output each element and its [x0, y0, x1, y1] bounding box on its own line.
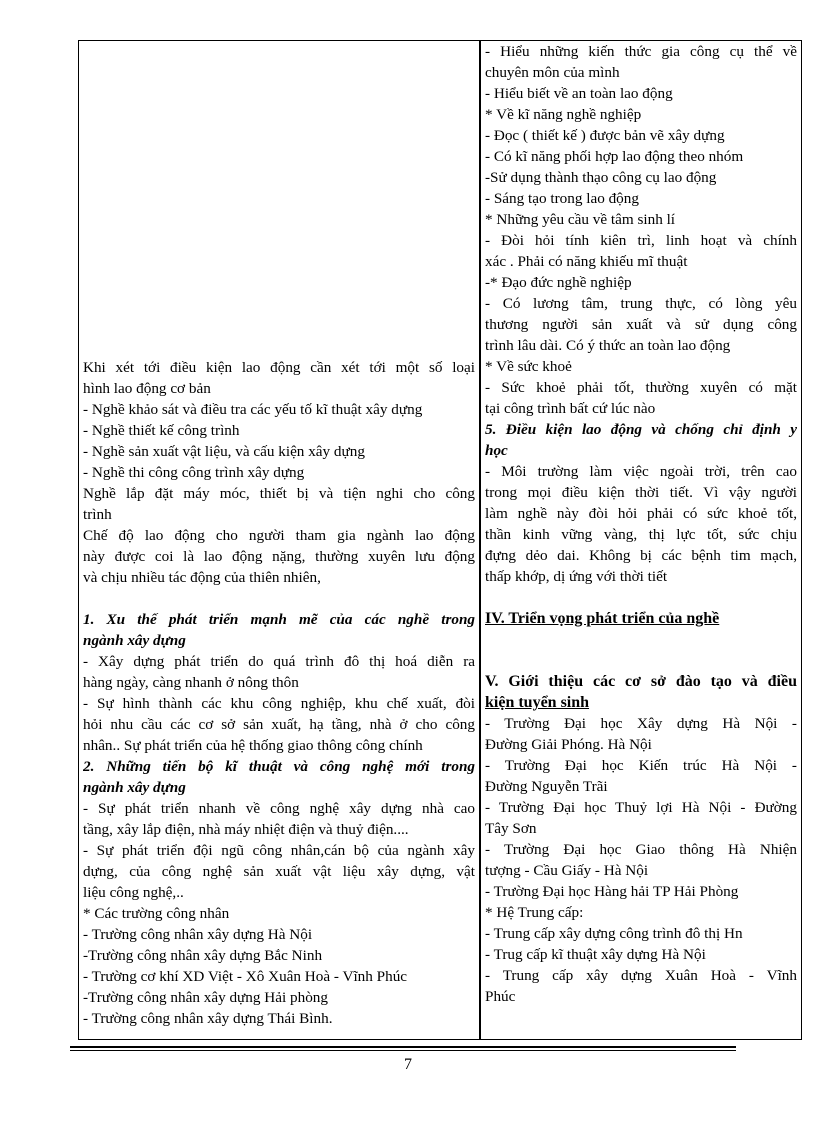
left-column	[83, 41, 475, 1029]
text-line: Khi xét tới điều kiện lao động cần xét tới một số loại	[83, 359, 475, 376]
text-line: xác . Phải có năng khiếu mĩ thuật	[485, 253, 688, 270]
text-line: -Trường công nhân xây dựng Hải phòng	[83, 989, 328, 1006]
text-line: tượng - Cầu Giấy - Hà Nội	[485, 862, 649, 879]
text-line: liệu công nghệ,..	[83, 884, 184, 901]
text-line: - Trường Đại học Hàng hải TP Hải Phòng	[485, 883, 739, 900]
text-line: trong mọi điều kiện thời tiết. Vì vậy người	[485, 484, 797, 501]
text-line: hàng ngày, càng nhanh ở nông thôn	[83, 674, 299, 691]
section-heading: học	[485, 442, 508, 459]
text-line: hình lao động cơ bản	[83, 380, 211, 397]
text-line: này được coi là lao động nặng, thường xuyên lưu động	[83, 548, 475, 565]
text-line: -* Đạo đức nghề nghiệp	[485, 274, 632, 291]
text-line: - Đọc ( thiết kế ) được bản vẽ xây dựng	[485, 127, 725, 144]
text-line: - Trường Đại học Thuỷ lợi Hà Nội - Đường	[485, 799, 797, 816]
right-column	[485, 41, 797, 1007]
text-line: - Trung cấp xây dựng Xuân Hoà - Vĩnh	[485, 967, 797, 984]
section-heading: kiện tuyển sinh	[485, 694, 590, 711]
section-heading: 1. Xu thế phát triển mạnh mẽ của các nghề trong	[83, 611, 475, 628]
text-line: - Môi trường làm việc ngoài trời, trên cao	[485, 463, 797, 480]
text-line: - Sáng tạo trong lao động	[485, 190, 639, 207]
text-line: - Sự phát triển đội ngũ công nhân,cán bộ của ngành xây	[83, 842, 475, 859]
page-number: 7	[404, 1056, 412, 1073]
text-line: trình lâu dài. Có ý thức an toàn lao động	[485, 337, 731, 354]
text-line: - Hiểu biết về an toàn lao động	[485, 85, 673, 102]
section-heading: V. Giới thiệu các cơ sở đào tạo và điều	[485, 673, 797, 690]
section-heading: 5. Điều kiện lao động và chống chỉ định y	[485, 421, 797, 438]
text-line: * Về kĩ năng nghề nghiệp	[485, 106, 642, 123]
content-table	[78, 40, 802, 1040]
footer-rule	[70, 1046, 736, 1048]
text-line: làm nghề này đòi hỏi phải có sức khoẻ tốt,	[485, 505, 797, 522]
text-line: thương người sản xuất và sử dụng công	[485, 316, 797, 333]
text-line: - Có kĩ năng phối hợp lao động theo nhóm	[485, 148, 744, 165]
text-line: - Trug cấp kĩ thuật xây dựng Hà Nội	[485, 946, 706, 963]
text-line: dựng, của công nghệ sản xuất vật liệu xây dựng, vật	[83, 863, 475, 880]
text-line: - Trường Đại học Giao thông Hà Nhiện	[485, 841, 797, 858]
section-heading: ngành xây dựng	[83, 632, 186, 649]
text-line: - Sức khoẻ phải tốt, thường xuyên có mặt	[485, 379, 797, 396]
text-line: tầng, xây lắp điện, nhà máy nhiệt điện và thuỷ điện....	[83, 821, 409, 838]
text-line: và chịu nhiều tác động của thiên nhiên,	[83, 569, 321, 586]
text-line: đựng dẻo dai. Không bị các bệnh tim mạch,	[485, 547, 797, 564]
text-line: - Trường công nhân xây dựng Thái Bình.	[83, 1010, 333, 1027]
text-line: - Trường Đại học Xây dựng Hà Nội -	[485, 715, 797, 732]
text-line: chuyên môn của mình	[485, 64, 620, 81]
text-line: * Về sức khoẻ	[485, 358, 572, 375]
text-line: - Nghề khảo sát và điều tra các yếu tố kĩ thuật xây dựng	[83, 401, 423, 418]
text-line: - Trường công nhân xây dựng Hà Nội	[83, 926, 313, 943]
column-divider	[479, 41, 481, 1039]
text-line: - Có lương tâm, trung thực, có lòng yêu	[485, 295, 797, 312]
text-line: * Hệ Trung cấp:	[485, 904, 584, 921]
text-line: -Sử dụng thành thạo công cụ lao động	[485, 169, 717, 186]
text-line: - Trường cơ khí XD Việt - Xô Xuân Hoà - Vĩnh Phúc	[83, 968, 408, 985]
text-line: - Nghề thi công công trình xây dựng	[83, 464, 305, 481]
text-line: * Các trường công nhân	[83, 905, 230, 922]
text-line: nhân.. Sự phát triển của hệ thống giao thông công chính	[83, 737, 423, 754]
text-line: Đường Nguyễn Trãi	[485, 778, 608, 795]
text-line: - Hiểu những kiến thức gia công cụ thể về	[485, 43, 797, 60]
text-line: - Nghề thiết kế công trình	[83, 422, 240, 439]
text-line: - Nghề sản xuất vật liệu, và cấu kiện xây dựng	[83, 443, 365, 460]
text-line: Phúc	[485, 988, 516, 1005]
text-line: - Đòi hỏi tính kiên trì, linh hoạt và chính	[485, 232, 797, 249]
text-line: - Sự hình thành các khu công nghiệp, khu chế xuất, đòi	[83, 695, 475, 712]
text-line: Chế độ lao động cho người tham gia ngành lao động	[83, 527, 475, 544]
section-heading: IV. Triển vọng phát triển của nghề	[485, 610, 720, 627]
text-line: - Sự phát triển nhanh về công nghệ xây dựng nhà cao	[83, 800, 475, 817]
text-line: Tây Sơn	[485, 820, 537, 837]
section-heading: 2. Những tiến bộ kĩ thuật và công nghệ mới trong	[83, 758, 475, 775]
text-line: - Trường Đại học Kiến trúc Hà Nội -	[485, 757, 797, 774]
section-heading: ngành xây dựng	[83, 779, 186, 796]
text-line: -Trường công nhân xây dựng Bắc Ninh	[83, 947, 323, 964]
text-line: - Xây dựng phát triển do quá trình đô thị hoá diễn ra	[83, 653, 475, 670]
text-line: hỏi nhu cầu các cơ sở sản xuất, hạ tầng, nhà ở cho công	[83, 716, 475, 733]
text-line: thấp khớp, dị ứng với thời tiết	[485, 568, 668, 585]
text-line: tại công trình bất cứ lúc nào	[485, 400, 656, 417]
footer-rule-thin	[70, 1050, 736, 1051]
text-line: Đường Giải Phóng. Hà Nội	[485, 736, 652, 753]
text-line: Nghề lắp đặt máy móc, thiết bị và tiện nghi cho công	[83, 485, 475, 502]
text-line: thần kinh vững vàng, thị lực tốt, sức chịu	[485, 526, 797, 543]
text-line: trình	[83, 506, 112, 523]
text-line: * Những yêu cầu về tâm sinh lí	[485, 211, 676, 228]
text-line: - Trung cấp xây dựng công trình đô thị Hn	[485, 925, 743, 942]
